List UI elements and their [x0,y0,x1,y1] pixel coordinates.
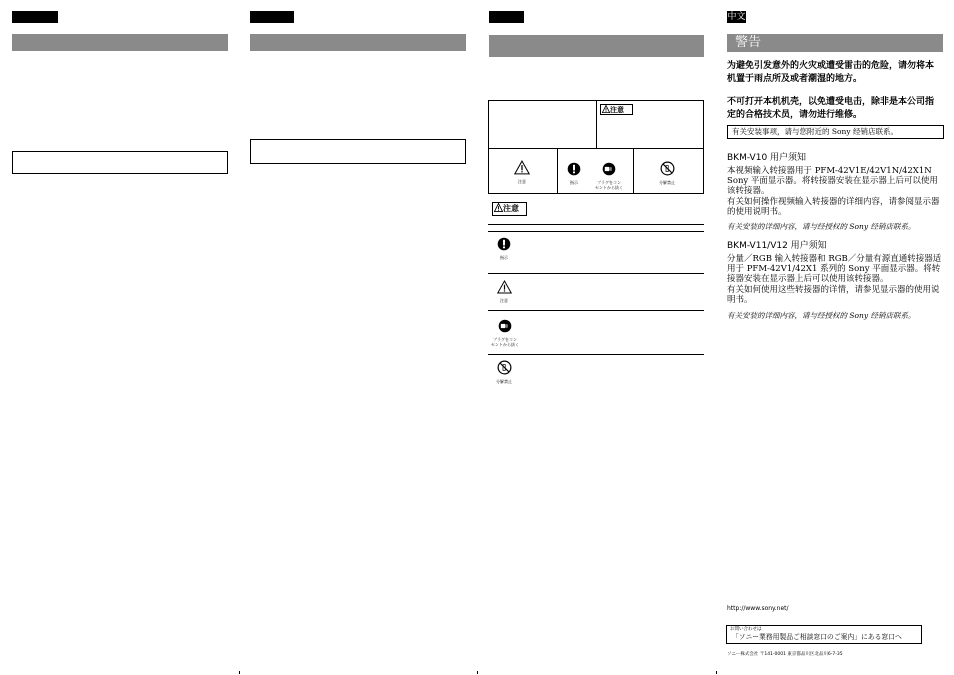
no-disassemble-icon [660,161,675,176]
service-line-1: 不可打开本机机壳，以免遭受电击，除非是本公司指 [727,97,935,107]
warning-triangle-icon [514,160,530,175]
table-caution-label [600,104,633,115]
list-icon-instruction [494,236,514,260]
unplug-icon [602,162,616,176]
table-divider-b2 [633,148,634,194]
v10-line-2: Sony 平面显示器。将转接器安装在显示器上后可以使用 [727,176,938,186]
icon-label-unplug-1: プラグをコン [597,180,621,185]
warning-triangle-icon [494,203,503,212]
v10-line-5: 的使用说明书。 [727,207,787,217]
sony-url[interactable]: http://www.sony.net/ [727,605,789,612]
table-divider-b1 [557,148,558,194]
table-icon-instruction [559,161,589,185]
caution-header [492,202,527,216]
no-disassemble-icon [497,360,512,375]
notice-box-2 [250,139,466,164]
warning-line-1: 为避免引发意外的火灾或遭受雷击的危险，请勿将本 [727,61,935,71]
table-icon-unplug [590,161,628,190]
v10-heading: BKM-V10 用户须知 [727,153,807,163]
table-divider-top [596,100,597,148]
lang-label: 中文 [727,12,746,22]
icon-label-unplug-2: セントから抜く [595,185,623,190]
caution-divider-1 [488,231,704,232]
warning-triangle-icon [497,280,512,294]
v10-line-1: 本视频输入转接器用于 PFM-42V1E/42V1N/42X1N [727,166,932,176]
v11-line-1: 分量／RGB 输入转接器和 RGB／分量有源直通转接器适 [727,254,942,264]
caution-divider-4 [488,354,704,355]
icon-label-no-disassemble: 分解禁止 [659,180,675,185]
v11-line-4: 有关如何使用这些转接器的详情，请参见显示器的使用说 [727,285,940,295]
v10-line-4: 有关如何操作视频输入转接器的详细内容，请参阅显示器 [727,197,940,207]
service-line-2: 定的合格技术员，请勿进行维修。 [727,110,863,120]
v11-line-2: 用于 PFM-42V1/42X1 系列的 Sony 平面显示器。将转 [727,264,941,274]
list-label-caution: 注意 [500,298,508,303]
warning-line-2: 机置于雨点所及或者潮湿的地方。 [727,74,863,84]
caution-text: 注意 [610,106,624,114]
v11-line-3: 接器安装在显示器上后可以使用该转接器。 [727,274,889,284]
list-icon-no-disassemble [491,360,517,384]
footer-company: ソニー株式会社 〒141-0001 東京都品川区北品川6-7-35 [727,652,843,657]
v10-line-3: 该转接器。 [727,186,770,196]
contact-small-text: お問い合わせは [730,627,762,632]
caution-divider-0 [488,224,704,225]
warning-triangle-icon [602,105,610,113]
list-label-unplug-2: セントから抜く [491,342,519,347]
v11-note: 有关安装的详细内容，请与经授权的 Sony 经销店联系。 [727,311,916,320]
lang-tab-1 [12,11,58,23]
contact-main-text: 「ソニー業務用製品ご相談窓口のご案内」にある窓口へ [732,633,902,641]
section-bar-2 [250,34,466,51]
v11-heading: BKM-V11/V12 用户须知 [727,241,827,251]
list-label-instruction: 指示 [500,255,508,260]
section-bar-3 [489,35,704,57]
install-notice-box [727,125,944,139]
page-tick-1 [239,671,240,674]
lang-tab-2 [250,11,294,23]
caution-divider-3 [488,310,704,311]
install-notice-text: 有关安装事项，请与您附近的 Sony 经销店联系。 [732,127,898,136]
list-icon-unplug [487,318,523,347]
list-label-unplug-1: プラグをコン [493,337,517,342]
v10-note: 有关安装的详细内容，请与经授权的 Sony 经销店联系。 [727,222,916,231]
unplug-icon [498,319,512,333]
icon-label-instruction: 指示 [570,180,578,185]
contact-box [726,625,922,644]
section-bar-1 [12,34,228,51]
instruction-icon [497,237,511,251]
lang-tab-3 [489,11,524,23]
caution-header-text: 注意 [503,204,519,213]
list-icon-caution [494,279,514,303]
table-row-divider [488,148,704,149]
list-label-no-disassemble: 分解禁止 [496,379,512,384]
icon-label-caution: 注意 [518,179,526,184]
table-icon-caution [505,160,539,184]
page-tick-2 [477,671,478,674]
caution-divider-2 [488,273,704,274]
table-icon-no-disassemble [651,161,683,185]
notice-box-1 [12,151,228,174]
page-tick-3 [716,671,717,674]
v11-line-5: 明书。 [727,295,753,305]
instruction-icon [567,162,581,176]
warning-title: 警告 [727,34,943,52]
